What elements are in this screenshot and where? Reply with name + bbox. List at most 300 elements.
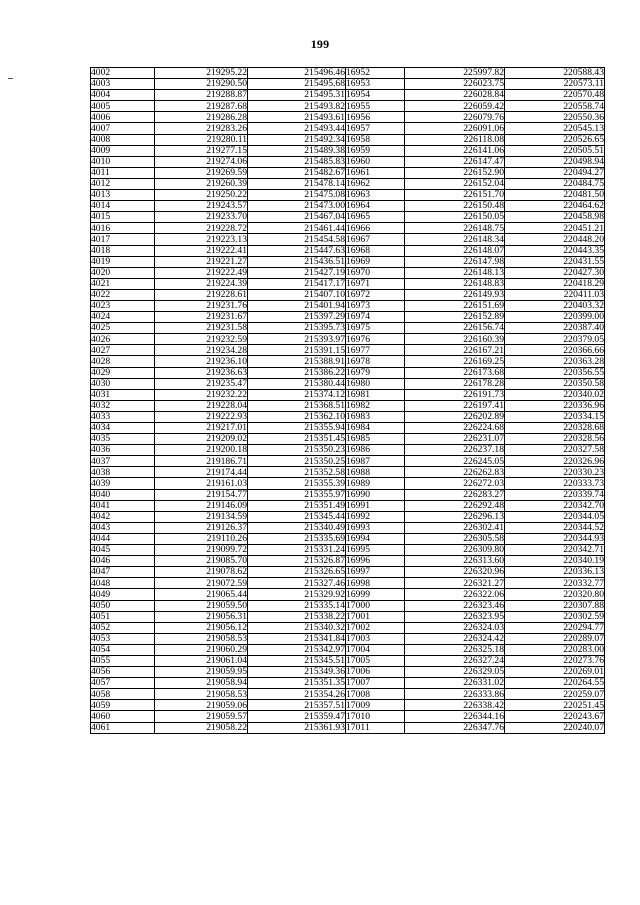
point-id-left-cell: 4047	[91, 567, 155, 578]
table-row	[91, 90, 605, 101]
table-row	[91, 611, 605, 622]
y-coordinate-left-cell: 215386.22	[248, 367, 346, 378]
y-coordinate-right-cell: 220330.23	[505, 467, 605, 478]
y-coordinate-left-cell: 215493.61	[248, 112, 346, 123]
table-row	[91, 678, 605, 689]
y-coordinate-left-cell: 215493.44	[248, 123, 346, 134]
table-row	[91, 389, 605, 400]
point-id-right-cell: 17010	[346, 711, 405, 722]
y-coordinate-left-cell: 215351.49	[248, 500, 346, 511]
y-coordinate-left-cell: 215489.38	[248, 145, 346, 156]
point-id-left-cell: 4011	[91, 167, 155, 178]
point-id-left-cell: 4052	[91, 622, 155, 633]
point-id-left-cell: 4015	[91, 212, 155, 223]
x-coordinate-right-cell: 226320.96	[405, 567, 505, 578]
x-coordinate-left-cell: 219221.27	[155, 256, 248, 267]
point-id-left-cell: 4019	[91, 256, 155, 267]
y-coordinate-left-cell: 215326.87	[248, 556, 346, 567]
point-id-right-cell: 16975	[346, 323, 405, 334]
y-coordinate-right-cell: 220307.88	[505, 600, 605, 611]
point-id-left-cell: 4020	[91, 267, 155, 278]
x-coordinate-left-cell: 219228.04	[155, 400, 248, 411]
point-id-left-cell: 4043	[91, 522, 155, 533]
y-coordinate-right-cell: 220273.76	[505, 655, 605, 666]
x-coordinate-right-cell: 226323.46	[405, 600, 505, 611]
point-id-right-cell: 16980	[346, 378, 405, 389]
point-id-left-cell: 4059	[91, 700, 155, 711]
x-coordinate-left-cell: 219233.70	[155, 212, 248, 223]
y-coordinate-left-cell: 215340.32	[248, 622, 346, 633]
x-coordinate-right-cell: 226347.76	[405, 722, 505, 733]
x-coordinate-left-cell: 219290.50	[155, 79, 248, 90]
point-id-left-cell: 4033	[91, 411, 155, 422]
point-id-left-cell: 4034	[91, 423, 155, 434]
point-id-left-cell: 4005	[91, 101, 155, 112]
table-row	[91, 378, 605, 389]
x-coordinate-left-cell: 219061.04	[155, 655, 248, 666]
table-row	[91, 578, 605, 589]
table-row	[91, 434, 605, 445]
y-coordinate-right-cell: 220320.80	[505, 589, 605, 600]
y-coordinate-left-cell: 215485.83	[248, 156, 346, 167]
x-coordinate-left-cell: 219217.01	[155, 423, 248, 434]
table-row	[91, 711, 605, 722]
x-coordinate-left-cell: 219228.72	[155, 223, 248, 234]
y-coordinate-left-cell: 215329.92	[248, 589, 346, 600]
y-coordinate-right-cell: 220363.28	[505, 356, 605, 367]
coordinates-table	[90, 67, 605, 734]
x-coordinate-right-cell: 226160.39	[405, 334, 505, 345]
point-id-right-cell: 17000	[346, 600, 405, 611]
point-id-right-cell: 16963	[346, 190, 405, 201]
y-coordinate-right-cell: 220350.58	[505, 378, 605, 389]
point-id-right-cell: 16986	[346, 445, 405, 456]
point-id-right-cell: 16998	[346, 578, 405, 589]
x-coordinate-right-cell: 226283.27	[405, 489, 505, 500]
y-coordinate-right-cell: 220344.93	[505, 533, 605, 544]
point-id-left-cell: 4061	[91, 722, 155, 733]
x-coordinate-left-cell: 219186.71	[155, 456, 248, 467]
point-id-left-cell: 4044	[91, 533, 155, 544]
y-coordinate-right-cell: 220545.13	[505, 123, 605, 134]
y-coordinate-right-cell: 220366.66	[505, 345, 605, 356]
x-coordinate-left-cell: 219228.61	[155, 289, 248, 300]
y-coordinate-right-cell: 220443.35	[505, 245, 605, 256]
y-coordinate-left-cell: 215407.10	[248, 289, 346, 300]
point-id-right-cell: 17002	[346, 622, 405, 633]
point-id-right-cell: 16982	[346, 400, 405, 411]
point-id-right-cell: 16994	[346, 533, 405, 544]
y-coordinate-left-cell: 215427.19	[248, 267, 346, 278]
x-coordinate-left-cell: 219058.53	[155, 689, 248, 700]
table-row	[91, 101, 605, 112]
point-id-left-cell: 4035	[91, 434, 155, 445]
point-id-left-cell: 4048	[91, 578, 155, 589]
point-id-right-cell: 16979	[346, 367, 405, 378]
x-coordinate-right-cell: 226059.42	[405, 101, 505, 112]
y-coordinate-left-cell: 215350.23	[248, 445, 346, 456]
point-id-right-cell: 16990	[346, 489, 405, 500]
y-coordinate-right-cell: 220451.21	[505, 223, 605, 234]
x-coordinate-right-cell: 226150.48	[405, 201, 505, 212]
point-id-right-cell: 16989	[346, 478, 405, 489]
x-coordinate-left-cell: 219222.41	[155, 245, 248, 256]
point-id-right-cell: 16973	[346, 300, 405, 311]
table-row	[91, 223, 605, 234]
point-id-left-cell: 4049	[91, 589, 155, 600]
table-row	[91, 445, 605, 456]
y-coordinate-right-cell: 220588.43	[505, 68, 605, 79]
x-coordinate-right-cell: 226324.42	[405, 633, 505, 644]
y-coordinate-right-cell: 220570.48	[505, 90, 605, 101]
point-id-right-cell: 16967	[346, 234, 405, 245]
y-coordinate-left-cell: 215368.51	[248, 400, 346, 411]
y-coordinate-right-cell: 220494.27	[505, 167, 605, 178]
y-coordinate-right-cell: 220344.05	[505, 511, 605, 522]
table-row	[91, 289, 605, 300]
y-coordinate-left-cell: 215327.46	[248, 578, 346, 589]
x-coordinate-right-cell: 226322.06	[405, 589, 505, 600]
point-id-right-cell: 17006	[346, 667, 405, 678]
x-coordinate-left-cell: 219161.03	[155, 478, 248, 489]
point-id-left-cell: 4007	[91, 123, 155, 134]
y-coordinate-left-cell: 215395.73	[248, 323, 346, 334]
y-coordinate-left-cell: 215350.25	[248, 456, 346, 467]
table-row	[91, 345, 605, 356]
table-row	[91, 533, 605, 544]
point-id-left-cell: 4053	[91, 633, 155, 644]
x-coordinate-left-cell: 219231.58	[155, 323, 248, 334]
point-id-right-cell: 16983	[346, 411, 405, 422]
point-id-left-cell: 4036	[91, 445, 155, 456]
x-coordinate-left-cell: 219236.10	[155, 356, 248, 367]
x-coordinate-right-cell: 226231.07	[405, 434, 505, 445]
point-id-right-cell: 17004	[346, 644, 405, 655]
x-coordinate-right-cell: 226173.68	[405, 367, 505, 378]
point-id-right-cell: 16968	[346, 245, 405, 256]
point-id-right-cell: 16988	[346, 467, 405, 478]
y-coordinate-right-cell: 220342.71	[505, 545, 605, 556]
x-coordinate-left-cell: 219235.47	[155, 378, 248, 389]
point-id-right-cell: 16953	[346, 79, 405, 90]
x-coordinate-right-cell: 226148.34	[405, 234, 505, 245]
y-coordinate-left-cell: 215496.46	[248, 68, 346, 79]
y-coordinate-right-cell: 220418.29	[505, 278, 605, 289]
y-coordinate-left-cell: 215436.51	[248, 256, 346, 267]
table-row	[91, 500, 605, 511]
y-coordinate-right-cell: 220505.51	[505, 145, 605, 156]
x-coordinate-right-cell: 226151.70	[405, 190, 505, 201]
x-coordinate-right-cell: 226327.24	[405, 655, 505, 666]
y-coordinate-left-cell: 215361.93	[248, 722, 346, 733]
point-id-right-cell: 16969	[346, 256, 405, 267]
x-coordinate-right-cell: 226237.18	[405, 445, 505, 456]
y-coordinate-right-cell: 220481.50	[505, 190, 605, 201]
table-row	[91, 545, 605, 556]
x-coordinate-left-cell: 219065.44	[155, 589, 248, 600]
x-coordinate-left-cell: 219231.76	[155, 300, 248, 311]
x-coordinate-right-cell: 226023.75	[405, 79, 505, 90]
table-row	[91, 300, 605, 311]
y-coordinate-left-cell: 215478.14	[248, 178, 346, 189]
x-coordinate-right-cell: 226091.06	[405, 123, 505, 134]
point-id-right-cell: 17011	[346, 722, 405, 733]
y-coordinate-left-cell: 215401.94	[248, 300, 346, 311]
table-row	[91, 644, 605, 655]
table-row	[91, 400, 605, 411]
y-coordinate-left-cell: 215374.12	[248, 389, 346, 400]
x-coordinate-right-cell: 226309.80	[405, 545, 505, 556]
x-coordinate-right-cell: 226305.58	[405, 533, 505, 544]
table-row	[91, 190, 605, 201]
point-id-right-cell: 16977	[346, 345, 405, 356]
point-id-right-cell: 17001	[346, 611, 405, 622]
point-id-left-cell: 4014	[91, 201, 155, 212]
table-row	[91, 312, 605, 323]
point-id-left-cell: 4024	[91, 312, 155, 323]
x-coordinate-left-cell: 219154.77	[155, 489, 248, 500]
y-coordinate-right-cell: 220243.67	[505, 711, 605, 722]
point-id-left-cell: 4021	[91, 278, 155, 289]
y-coordinate-right-cell: 220431.55	[505, 256, 605, 267]
point-id-left-cell: 4039	[91, 478, 155, 489]
x-coordinate-right-cell: 226169.25	[405, 356, 505, 367]
table-row	[91, 423, 605, 434]
x-coordinate-left-cell: 219287.68	[155, 101, 248, 112]
table-row	[91, 323, 605, 334]
x-coordinate-right-cell: 226325.18	[405, 644, 505, 655]
x-coordinate-right-cell: 226338.42	[405, 700, 505, 711]
point-id-right-cell: 16965	[346, 212, 405, 223]
table-row	[91, 667, 605, 678]
y-coordinate-left-cell: 215342.97	[248, 644, 346, 655]
y-coordinate-left-cell: 215355.97	[248, 489, 346, 500]
x-coordinate-right-cell: 225997.82	[405, 68, 505, 79]
y-coordinate-right-cell: 220427.30	[505, 267, 605, 278]
y-coordinate-left-cell: 215341.84	[248, 633, 346, 644]
point-id-left-cell: 4027	[91, 345, 155, 356]
x-coordinate-left-cell: 219236.63	[155, 367, 248, 378]
point-id-right-cell: 16960	[346, 156, 405, 167]
x-coordinate-right-cell: 226152.90	[405, 167, 505, 178]
x-coordinate-left-cell: 219146.09	[155, 500, 248, 511]
point-id-right-cell: 16992	[346, 511, 405, 522]
x-coordinate-left-cell: 219288.87	[155, 90, 248, 101]
y-coordinate-right-cell: 220356.55	[505, 367, 605, 378]
x-coordinate-left-cell: 219277.15	[155, 145, 248, 156]
point-id-left-cell: 4041	[91, 500, 155, 511]
table-row	[91, 112, 605, 123]
point-id-right-cell: 16961	[346, 167, 405, 178]
table-row	[91, 201, 605, 212]
x-coordinate-left-cell: 219295.22	[155, 68, 248, 79]
x-coordinate-left-cell: 219222.93	[155, 411, 248, 422]
y-coordinate-left-cell: 215357.51	[248, 700, 346, 711]
y-coordinate-left-cell: 215417.17	[248, 278, 346, 289]
x-coordinate-left-cell: 219224.39	[155, 278, 248, 289]
table-row	[91, 589, 605, 600]
point-id-right-cell: 16959	[346, 145, 405, 156]
x-coordinate-right-cell: 226148.07	[405, 245, 505, 256]
table-row	[91, 556, 605, 567]
x-coordinate-left-cell: 219099.72	[155, 545, 248, 556]
point-id-right-cell: 16964	[346, 201, 405, 212]
y-coordinate-right-cell: 220339.74	[505, 489, 605, 500]
x-coordinate-left-cell: 219059.95	[155, 667, 248, 678]
x-coordinate-left-cell: 219058.53	[155, 633, 248, 644]
y-coordinate-left-cell: 215388.91	[248, 356, 346, 367]
point-id-left-cell: 4046	[91, 556, 155, 567]
point-id-right-cell: 16957	[346, 123, 405, 134]
point-id-right-cell: 16995	[346, 545, 405, 556]
y-coordinate-left-cell: 215355.39	[248, 478, 346, 489]
y-coordinate-right-cell: 220332.77	[505, 578, 605, 589]
x-coordinate-right-cell: 226148.83	[405, 278, 505, 289]
point-id-right-cell: 16972	[346, 289, 405, 300]
point-id-right-cell: 16971	[346, 278, 405, 289]
point-id-left-cell: 4028	[91, 356, 155, 367]
y-coordinate-right-cell: 220283.00	[505, 644, 605, 655]
y-coordinate-right-cell: 220336.13	[505, 567, 605, 578]
point-id-left-cell: 4023	[91, 300, 155, 311]
table-row	[91, 689, 605, 700]
table-row	[91, 334, 605, 345]
point-id-left-cell: 4032	[91, 400, 155, 411]
x-coordinate-right-cell: 226272.03	[405, 478, 505, 489]
x-coordinate-right-cell: 226118.08	[405, 134, 505, 145]
y-coordinate-right-cell: 220326.96	[505, 456, 605, 467]
x-coordinate-left-cell: 219234.28	[155, 345, 248, 356]
point-id-left-cell: 4002	[91, 68, 155, 79]
point-id-left-cell: 4008	[91, 134, 155, 145]
y-coordinate-right-cell: 220269.01	[505, 667, 605, 678]
coordinates-table-body	[91, 68, 605, 734]
x-coordinate-left-cell: 219056.12	[155, 622, 248, 633]
table-row	[91, 456, 605, 467]
y-coordinate-left-cell: 215393.97	[248, 334, 346, 345]
margin-mark	[8, 78, 13, 79]
x-coordinate-right-cell: 226344.16	[405, 711, 505, 722]
y-coordinate-left-cell: 215338.22	[248, 611, 346, 622]
y-coordinate-right-cell: 220484.75	[505, 178, 605, 189]
point-id-left-cell: 4029	[91, 367, 155, 378]
y-coordinate-right-cell: 220328.68	[505, 423, 605, 434]
point-id-left-cell: 4056	[91, 667, 155, 678]
x-coordinate-left-cell: 219209.02	[155, 434, 248, 445]
y-coordinate-left-cell: 215355.94	[248, 423, 346, 434]
y-coordinate-left-cell: 215475.08	[248, 190, 346, 201]
x-coordinate-right-cell: 226149.93	[405, 289, 505, 300]
x-coordinate-right-cell: 226150.05	[405, 212, 505, 223]
table-row	[91, 278, 605, 289]
point-id-left-cell: 4040	[91, 489, 155, 500]
point-id-left-cell: 4054	[91, 644, 155, 655]
table-row	[91, 356, 605, 367]
x-coordinate-left-cell: 219110.26	[155, 533, 248, 544]
point-id-left-cell: 4013	[91, 190, 155, 201]
y-coordinate-right-cell: 220302.59	[505, 611, 605, 622]
point-id-right-cell: 16954	[346, 90, 405, 101]
x-coordinate-left-cell: 219200.18	[155, 445, 248, 456]
x-coordinate-right-cell: 226156.74	[405, 323, 505, 334]
x-coordinate-right-cell: 226202.89	[405, 411, 505, 422]
point-id-right-cell: 16974	[346, 312, 405, 323]
point-id-right-cell: 16976	[346, 334, 405, 345]
x-coordinate-right-cell: 226152.04	[405, 178, 505, 189]
point-id-left-cell: 4004	[91, 90, 155, 101]
x-coordinate-left-cell: 219260.39	[155, 178, 248, 189]
x-coordinate-left-cell: 219174.44	[155, 467, 248, 478]
x-coordinate-left-cell: 219085.70	[155, 556, 248, 567]
y-coordinate-left-cell: 215349.36	[248, 667, 346, 678]
point-id-left-cell: 4017	[91, 234, 155, 245]
y-coordinate-left-cell: 215461.44	[248, 223, 346, 234]
x-coordinate-right-cell: 226321.27	[405, 578, 505, 589]
table-row	[91, 467, 605, 478]
point-id-right-cell: 16987	[346, 456, 405, 467]
y-coordinate-left-cell: 215391.15	[248, 345, 346, 356]
point-id-right-cell: 16966	[346, 223, 405, 234]
point-id-left-cell: 4003	[91, 79, 155, 90]
point-id-right-cell: 16958	[346, 134, 405, 145]
table-row	[91, 655, 605, 666]
x-coordinate-right-cell: 226178.28	[405, 378, 505, 389]
x-coordinate-left-cell: 219269.59	[155, 167, 248, 178]
y-coordinate-right-cell: 220340.19	[505, 556, 605, 567]
x-coordinate-left-cell: 219222.49	[155, 267, 248, 278]
table-row	[91, 700, 605, 711]
point-id-left-cell: 4060	[91, 711, 155, 722]
y-coordinate-left-cell: 215340.49	[248, 522, 346, 533]
y-coordinate-left-cell: 215482.67	[248, 167, 346, 178]
table-row	[91, 722, 605, 733]
y-coordinate-right-cell: 220342.70	[505, 500, 605, 511]
table-row	[91, 167, 605, 178]
y-coordinate-right-cell: 220340.02	[505, 389, 605, 400]
point-id-right-cell: 16962	[346, 178, 405, 189]
y-coordinate-left-cell: 215397.29	[248, 312, 346, 323]
point-id-right-cell: 16981	[346, 389, 405, 400]
table-row	[91, 367, 605, 378]
table-row	[91, 511, 605, 522]
x-coordinate-right-cell: 226262.83	[405, 467, 505, 478]
point-id-left-cell: 4050	[91, 600, 155, 611]
x-coordinate-left-cell: 219223.13	[155, 234, 248, 245]
table-row	[91, 478, 605, 489]
point-id-right-cell: 16955	[346, 101, 405, 112]
point-id-left-cell: 4030	[91, 378, 155, 389]
point-id-right-cell: 16996	[346, 556, 405, 567]
y-coordinate-left-cell: 215331.24	[248, 545, 346, 556]
x-coordinate-left-cell: 219134.59	[155, 511, 248, 522]
point-id-left-cell: 4055	[91, 655, 155, 666]
table-row	[91, 145, 605, 156]
page-number: 199	[310, 37, 330, 51]
x-coordinate-right-cell: 226079.76	[405, 112, 505, 123]
point-id-left-cell: 4018	[91, 245, 155, 256]
x-coordinate-left-cell: 219280.11	[155, 134, 248, 145]
point-id-right-cell: 16978	[346, 356, 405, 367]
point-id-right-cell: 17003	[346, 633, 405, 644]
y-coordinate-right-cell: 220328.56	[505, 434, 605, 445]
x-coordinate-right-cell: 226167.21	[405, 345, 505, 356]
point-id-left-cell: 4010	[91, 156, 155, 167]
x-coordinate-right-cell: 226245.05	[405, 456, 505, 467]
y-coordinate-right-cell: 220498.94	[505, 156, 605, 167]
x-coordinate-left-cell: 219232.22	[155, 389, 248, 400]
point-id-left-cell: 4058	[91, 689, 155, 700]
y-coordinate-right-cell: 220379.05	[505, 334, 605, 345]
